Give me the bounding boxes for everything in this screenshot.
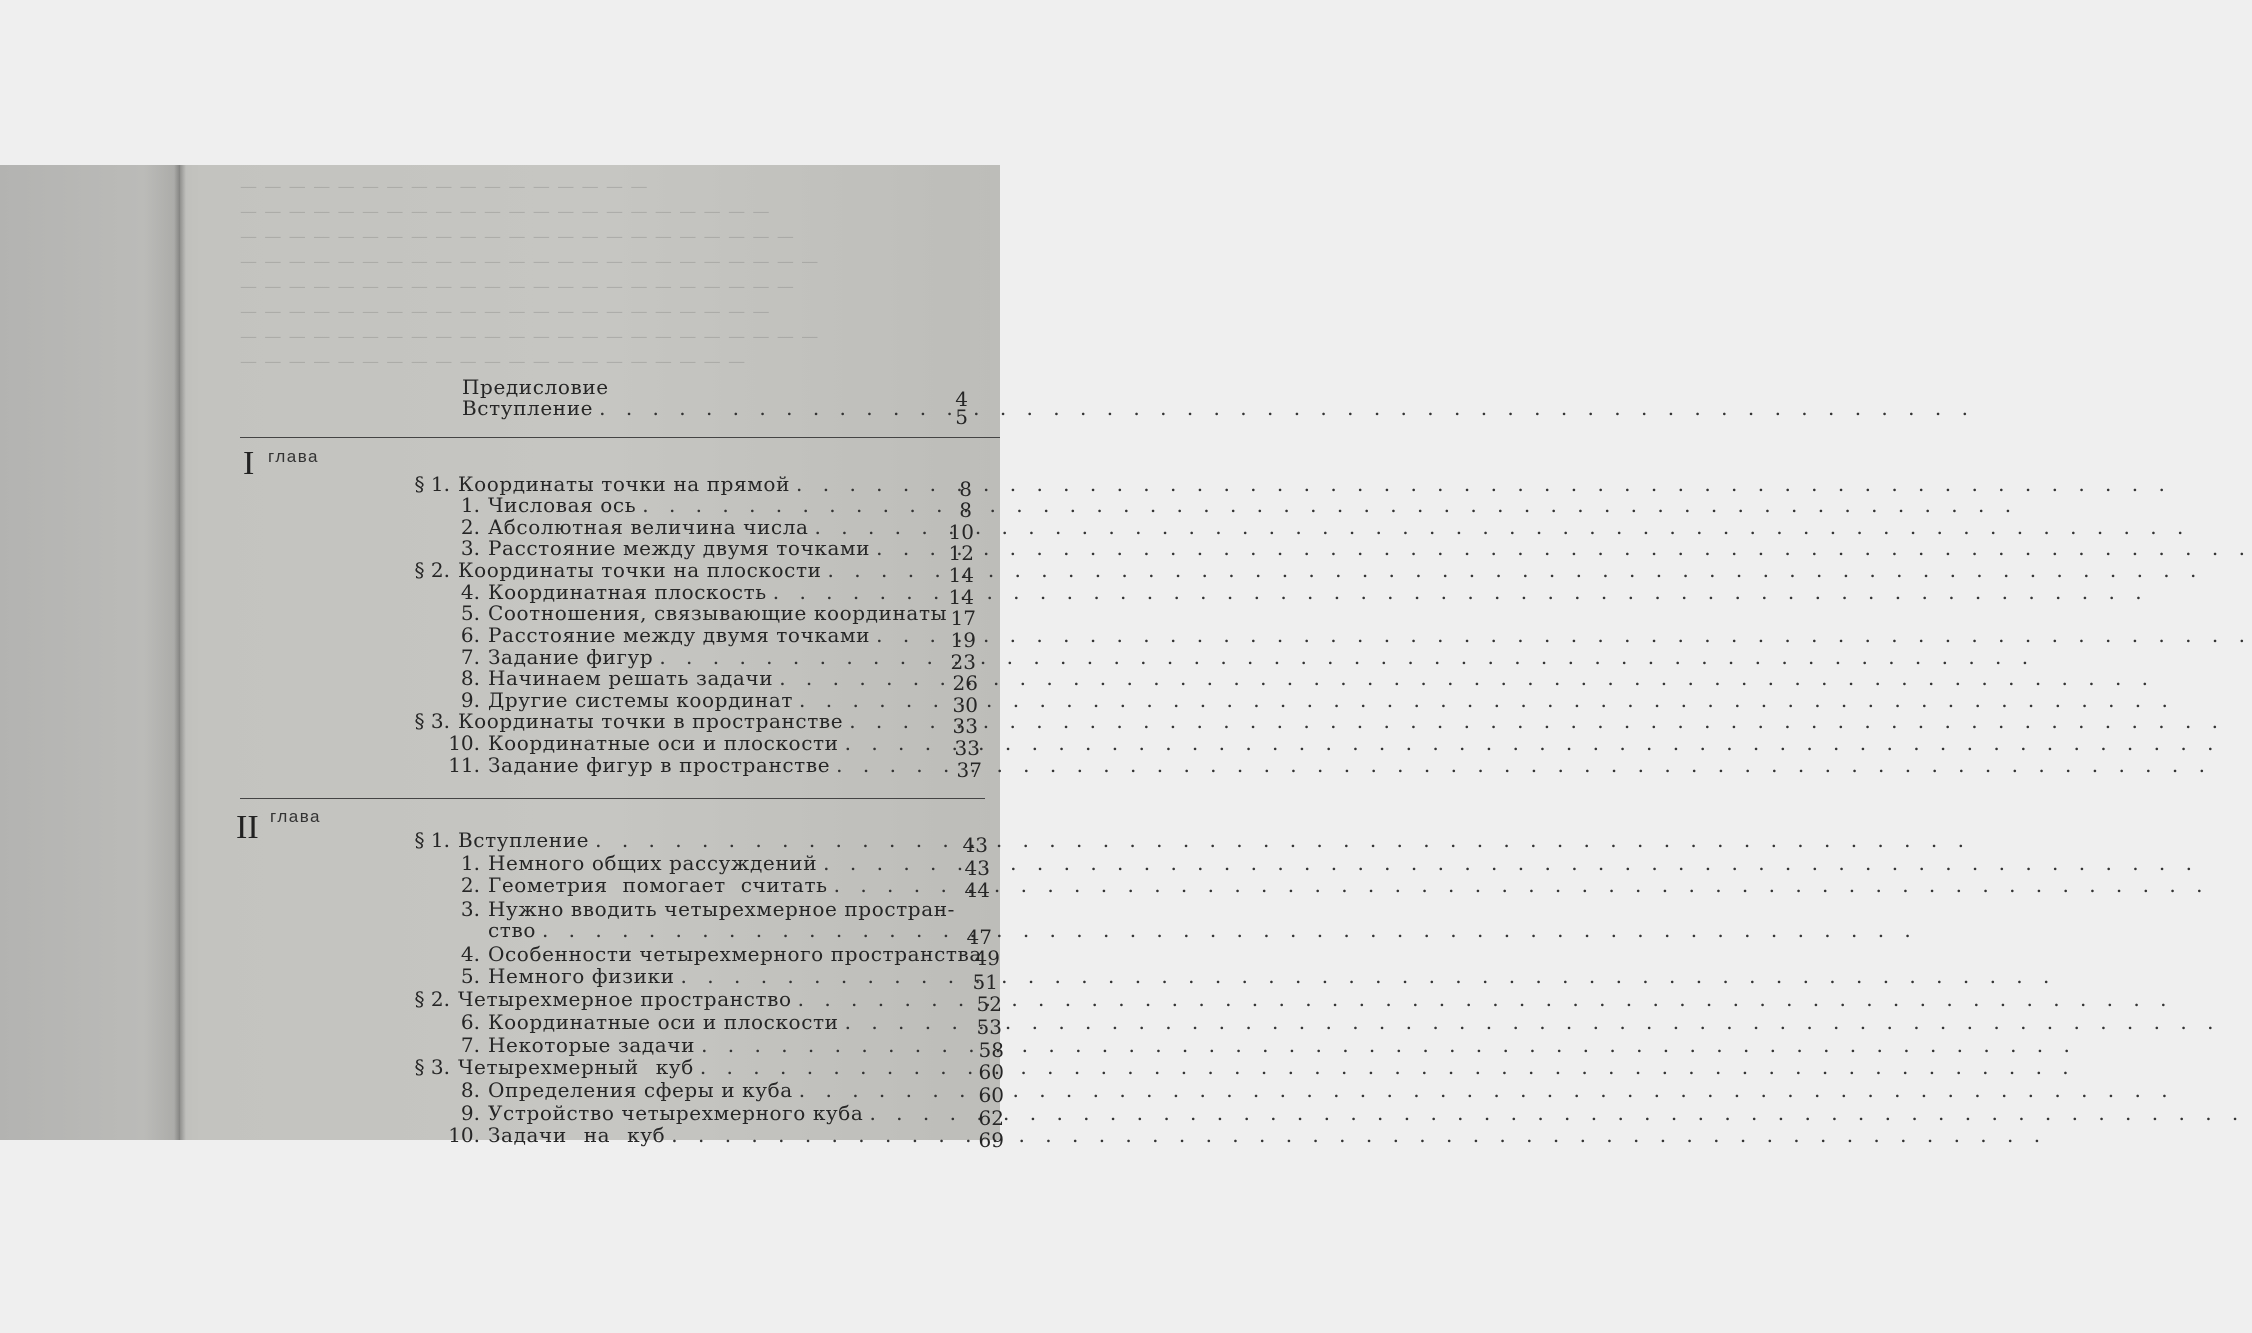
toc-entry	[430, 1011, 940, 1033]
entry-title: Расстояние между двумя точками	[488, 623, 871, 647]
toc-entry	[400, 988, 940, 1010]
leader-dots	[542, 919, 1918, 941]
entry-number: 7.	[460, 1033, 480, 1057]
entry-title: ство	[488, 918, 536, 942]
page-number: 8	[959, 498, 972, 522]
entry-number: 1.	[460, 493, 480, 517]
entry-title: Особенности четырехмерного пространства	[488, 942, 982, 966]
entry-number: 3.	[460, 536, 480, 560]
toc-entry	[430, 1034, 940, 1056]
toc-entry	[430, 1124, 940, 1146]
page-number: 51	[972, 970, 998, 994]
toc-entry	[430, 667, 916, 689]
toc-entry	[400, 1056, 940, 1078]
entry-title: Определения сферы и куба	[488, 1078, 793, 1102]
toc-entry	[430, 874, 930, 896]
leader-dots	[701, 1034, 2077, 1056]
entry-number: 1.	[460, 851, 480, 875]
toc-entry	[430, 1079, 940, 1101]
toc-entry	[400, 473, 912, 495]
leader-dots	[845, 732, 2221, 754]
page-number: 52	[976, 992, 1002, 1016]
page-number: 37	[956, 758, 982, 782]
toc-entry	[430, 754, 920, 776]
entry-number: § 1.	[414, 472, 450, 496]
leader-dots	[681, 965, 2057, 987]
entry-number: 8.	[460, 1078, 480, 1102]
page-number: 26	[952, 671, 978, 695]
toc-entry	[430, 1102, 940, 1124]
leader-dots	[595, 829, 1971, 851]
entry-number: 2.	[460, 873, 480, 897]
entry-title: Абсолютная величина числа	[488, 515, 809, 539]
entry-title: Задачи на куб	[488, 1123, 666, 1147]
entry-title: Геометрия помогает считать	[488, 873, 828, 897]
leader-dots	[869, 1102, 2245, 1124]
entry-title: Немного общих рассуждений	[488, 851, 818, 875]
toc-entry	[430, 942, 982, 966]
entry-title: Числовая ось	[488, 493, 637, 517]
page-number: 49	[974, 946, 1000, 970]
toc-entry	[430, 897, 956, 921]
chapter-divider	[240, 437, 1000, 438]
entry-number: 7.	[460, 645, 480, 669]
entry-number: 8.	[460, 666, 480, 690]
leader-dots	[828, 559, 2204, 581]
page-number: 58	[978, 1038, 1004, 1062]
entry-number: 4.	[460, 942, 480, 966]
page-number: 4	[955, 387, 968, 411]
entry-number: 11.	[448, 753, 480, 777]
toc-entry	[400, 829, 928, 851]
chapter-numeral: II	[236, 809, 259, 846]
entry-title: Задание фигур в пространстве	[488, 753, 831, 777]
leader-dots	[642, 494, 2018, 516]
entry-number: 6.	[460, 623, 480, 647]
leader-dots	[876, 537, 2252, 559]
page-number: 19	[950, 628, 976, 652]
toc-entry-preface	[462, 376, 914, 398]
leader-dots	[779, 667, 2155, 689]
page-number: 17	[950, 606, 976, 630]
entry-title: Нужно вводить четырехмерное простран-	[488, 897, 956, 921]
toc-entry	[430, 646, 916, 668]
page-number: 43	[964, 856, 990, 880]
toc-entry-continuation	[488, 919, 932, 941]
entry-number: 10.	[448, 731, 480, 755]
entry-title: Четырехмерный куб	[458, 1055, 694, 1079]
leader-dots	[700, 1056, 2076, 1078]
toc-entry	[430, 601, 948, 625]
entry-title: Предисловие	[462, 375, 609, 399]
toc-entry	[430, 581, 914, 603]
leader-dots	[834, 874, 2210, 896]
toc-entry	[400, 559, 914, 581]
toc-entry	[430, 494, 912, 516]
entry-number: 10.	[448, 1123, 480, 1147]
chapter-word: глава	[270, 807, 321, 826]
leader-dots	[798, 988, 2174, 1010]
page-number: 14	[948, 585, 974, 609]
page-number: 10	[948, 520, 974, 544]
toc-entry-intro	[462, 397, 914, 419]
page-number: 23	[950, 650, 976, 674]
entry-title: Другие системы координат	[488, 688, 794, 712]
entry-title: Координаты точки на плоскости	[458, 558, 822, 582]
entry-number: 9.	[460, 1101, 480, 1125]
entry-title: Вступление	[458, 828, 590, 852]
leader-dots	[599, 397, 1975, 419]
entry-title: Начинаем решать задачи	[488, 666, 774, 690]
page-number: 44	[964, 878, 990, 902]
leader-dots	[876, 624, 2252, 646]
leader-dots	[836, 754, 2212, 776]
page-number: 62	[978, 1106, 1004, 1130]
page-number: 60	[978, 1060, 1004, 1084]
toc-entry	[430, 624, 916, 646]
chapter-numeral: I	[243, 445, 255, 482]
entry-title: Координаты точки в пространстве	[458, 709, 844, 733]
entry-title: Координатные оси и плоскости	[488, 1010, 839, 1034]
entry-title: Координатная плоскость	[488, 580, 767, 604]
entry-title: Четырехмерное пространство	[458, 987, 792, 1011]
page-number: 33	[954, 736, 980, 760]
table-of-contents	[0, 165, 1004, 1152]
leader-dots	[799, 1079, 2175, 1101]
leader-dots	[671, 1124, 2047, 1146]
page-number: 5	[955, 405, 968, 429]
page-number: 8	[959, 477, 972, 501]
entry-number: 9.	[460, 688, 480, 712]
entry-number: § 3.	[414, 709, 450, 733]
book-photo	[0, 165, 1004, 1152]
entry-number: 3.	[460, 897, 480, 921]
entry-title: Координатные оси и плоскости	[488, 731, 839, 755]
page-number: 14	[948, 563, 974, 587]
chapter-word: глава	[268, 447, 319, 466]
toc-entry	[430, 852, 928, 874]
entry-number: 6.	[460, 1010, 480, 1034]
toc-entry	[430, 516, 912, 538]
entry-number: 5.	[460, 601, 480, 625]
entry-title: Соотношения, связывающие координаты	[488, 601, 948, 625]
leader-dots	[799, 689, 2175, 711]
entry-number: § 1.	[414, 828, 450, 852]
page-number: 43	[962, 833, 988, 857]
entry-title: Некоторые задачи	[488, 1033, 696, 1057]
toc-entry	[400, 710, 918, 732]
entry-title: Задание фигур	[488, 645, 654, 669]
entry-number: 5.	[460, 964, 480, 988]
chapter-divider	[240, 798, 985, 799]
entry-number: § 2.	[414, 558, 450, 582]
toc-entry	[430, 732, 918, 754]
leader-dots	[773, 581, 2149, 603]
entry-title: Вступление	[462, 396, 594, 420]
page-number: 33	[952, 714, 978, 738]
entry-title: Координаты точки на прямой	[458, 472, 791, 496]
toc-entry	[430, 689, 918, 711]
leader-dots	[823, 852, 2199, 874]
leader-dots	[849, 710, 2225, 732]
entry-title: Расстояние между двумя точками	[488, 536, 871, 560]
page-number: 12	[948, 541, 974, 565]
entry-number: § 3.	[414, 1055, 450, 1079]
page-number: 30	[952, 693, 978, 717]
toc-entry	[430, 965, 936, 987]
entry-title: Устройство четырехмерного куба	[488, 1101, 864, 1125]
show-through-text: — — — — — — — — — — — — — — — — — — — — — — — — — — — — — — — — — — — — — — — — — — — — — — — — — — — — — — — — — — — — — — — — — — — — — — — — — — — — — — — — — — — — — — — — — — — — — — — — — — — — — — — — — — — — — — — — — — — — — — — — — — — — — — — — — — — — — — — — — — — — — — — — — — — — — — — — — — — — — — — — — — — — — — — — — — — — — — — —	[240, 177, 820, 372]
entry-number: 4.	[460, 580, 480, 604]
leader-dots	[796, 473, 2172, 495]
toc-entry	[430, 537, 912, 559]
leader-dots	[815, 516, 2191, 538]
entry-number: 2.	[460, 515, 480, 539]
entry-title: Немного физики	[488, 964, 675, 988]
page-number: 60	[978, 1083, 1004, 1107]
leader-dots	[845, 1011, 2221, 1033]
page-number: 47	[966, 925, 992, 949]
entry-number: § 2.	[414, 987, 450, 1011]
leader-dots	[659, 646, 2035, 668]
page-number: 69	[978, 1128, 1004, 1152]
page-number: 53	[976, 1015, 1002, 1039]
